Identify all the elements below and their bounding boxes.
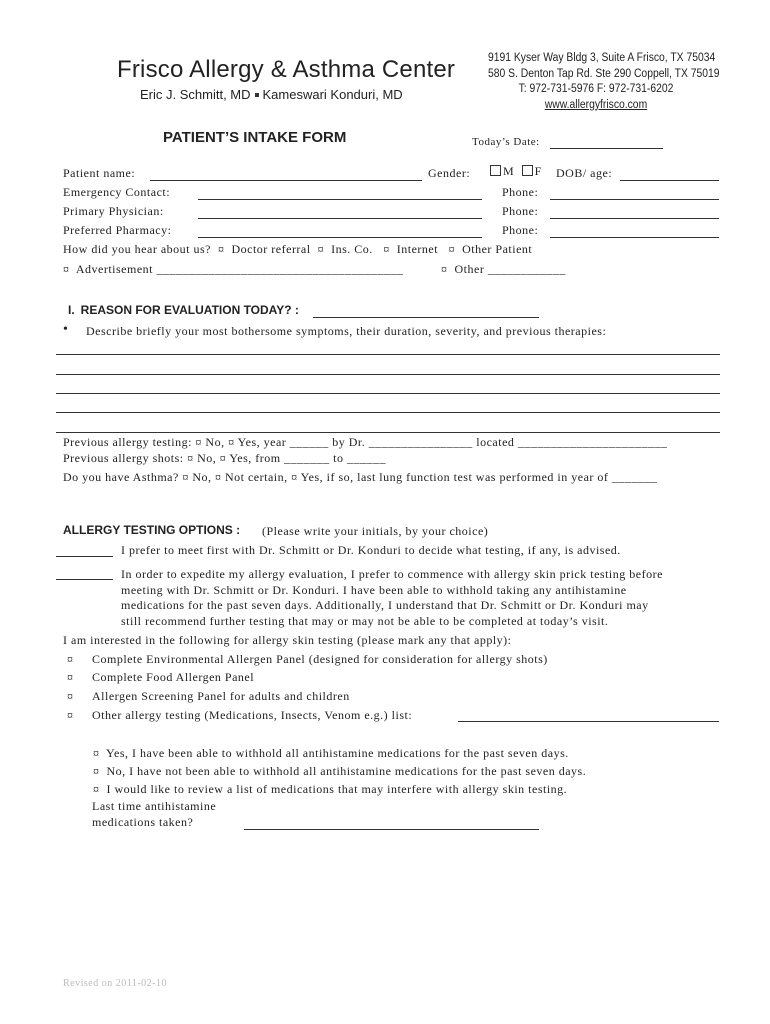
- referral-source-line[interactable]: How did you hear about us? ¤ Doctor referral ¤ Ins. Co. ¤ Internet ¤ Other Patient: [63, 242, 533, 256]
- pharmacy-label: Preferred Pharmacy:: [63, 223, 172, 237]
- bullet-icon: •: [63, 322, 69, 337]
- primary-physician-field[interactable]: [198, 218, 482, 219]
- physician-phone-label: Phone:: [502, 204, 539, 218]
- address-block: [488, 51, 720, 113]
- asthma-line[interactable]: Do you have Asthma? ¤ No, ¤ Not certain, ¤ Yes, if so, last lung function test was performed in year of _______: [63, 470, 658, 484]
- last-antihistamine-label-2: medications taken?: [92, 815, 194, 829]
- primary-physician-label: Primary Physician:: [63, 204, 164, 218]
- pharmacy-phone-field[interactable]: [550, 237, 719, 238]
- initials-field-2[interactable]: [56, 579, 113, 580]
- square-bullet-icon: [255, 93, 259, 97]
- doctor-2: Kameswari Konduri, MD: [262, 87, 403, 102]
- emergency-phone-field[interactable]: [550, 199, 719, 200]
- panel-other: Other allergy testing (Medications, Insects, Venom e.g.) list:: [92, 708, 413, 722]
- gender-f-checkbox[interactable]: [522, 165, 533, 176]
- antihistamine-yes[interactable]: ¤ Yes, I have been able to withhold all antihistamine medications for the past seven days.: [93, 746, 569, 760]
- panel-mark-1[interactable]: ¤: [67, 652, 74, 666]
- doctor-names: [140, 87, 403, 102]
- clinic-title: Frisco Allergy & Asthma Center: [117, 56, 456, 83]
- interested-prompt: I am interested in the following for allergy skin testing (please mark any that apply):: [63, 633, 512, 647]
- gender-f-label: F: [534, 164, 542, 178]
- patient-name-field[interactable]: [150, 180, 422, 181]
- option-expedite-1: In order to expedite my allergy evaluation, I prefer to commence with allergy skin prick testing before: [121, 567, 663, 581]
- testing-options-note: (Please write your initials, by your choice): [262, 524, 489, 538]
- panel-screening: Allergen Screening Panel for adults and children: [92, 689, 350, 703]
- other-source-option[interactable]: ¤ Other ____________: [441, 262, 566, 276]
- todays-date-label: Today’s Date:: [472, 136, 540, 148]
- revision-date: Revised on 2011-02-10: [63, 978, 168, 989]
- reason-field[interactable]: [313, 317, 539, 318]
- gender-options: [490, 164, 542, 179]
- contact-phone: T: 972-731-5976 F: 972-731-6202: [518, 83, 674, 95]
- option-expedite-4: still recommend further testing that may or may not be able to be completed at today’s visit.: [121, 614, 609, 628]
- previous-shots-line[interactable]: Previous allergy shots: ¤ No, ¤ Yes, from _______ to ______: [63, 451, 386, 465]
- gender-m-label: M: [503, 164, 515, 178]
- reason-heading-text: REASON FOR EVALUATION TODAY? :: [80, 303, 299, 317]
- gender-m-checkbox[interactable]: [490, 165, 501, 176]
- antihistamine-review[interactable]: ¤ I would like to review a list of medications that may interfere with allergy skin testing.: [93, 782, 568, 796]
- doctor-1: Eric J. Schmitt, MD: [140, 87, 251, 102]
- emergency-contact-field[interactable]: [198, 199, 482, 200]
- gender-label: Gender:: [428, 166, 471, 180]
- todays-date-field[interactable]: [550, 148, 663, 149]
- antihistamine-no[interactable]: ¤ No, I have not been able to withhold all antihistamine medications for the past seven days.: [93, 764, 587, 778]
- address-frisco: 9191 Kyser Way Bldg 3, Suite A Frisco, TX 75034: [488, 52, 716, 64]
- option-expedite-3: medications for the past seven days. Additionally, I understand that Dr. Schmitt or Dr. Konduri may: [121, 598, 649, 612]
- pharmacy-field[interactable]: [198, 237, 482, 238]
- symptoms-line-4[interactable]: [56, 412, 720, 413]
- address-coppell: 580 S. Denton Tap Rd. Ste 290 Coppell, TX 75019: [488, 67, 720, 80]
- symptoms-prompt: Describe briefly your most bothersome symptoms, their duration, severity, and previous therapies:: [86, 324, 607, 338]
- form-title: PATIENT’S INTAKE FORM: [163, 129, 347, 146]
- symptoms-line-1[interactable]: [56, 354, 720, 355]
- initials-field-1[interactable]: [56, 556, 113, 557]
- pharmacy-phone-label: Phone:: [502, 223, 539, 237]
- symptoms-line-5[interactable]: [56, 432, 720, 433]
- panel-environmental: Complete Environmental Allergen Panel (designed for consideration for allergy shots): [92, 652, 548, 666]
- option-meet-first: I prefer to meet first with Dr. Schmitt or Dr. Konduri to decide what testing, if any, is advised.: [121, 543, 621, 557]
- panel-food: Complete Food Allergen Panel: [92, 670, 255, 684]
- option-expedite-2: meeting with Dr. Schmitt or Dr. Konduri. I have been able to withhold taking any antihistamine: [121, 583, 627, 597]
- advertisement-option[interactable]: ¤ Advertisement ______________________________________: [63, 262, 404, 276]
- panel-mark-3[interactable]: ¤: [67, 689, 74, 703]
- patient-name-label: Patient name:: [63, 166, 136, 180]
- previous-testing-line[interactable]: Previous allergy testing: ¤ No, ¤ Yes, year ______ by Dr. ________________ located _______________________: [63, 435, 668, 449]
- physician-phone-field[interactable]: [550, 218, 719, 219]
- testing-options-heading: ALLERGY TESTING OPTIONS :: [63, 523, 241, 537]
- reason-heading: [68, 303, 299, 317]
- dob-label: DOB/ age:: [556, 166, 613, 180]
- emergency-phone-label: Phone:: [502, 185, 539, 199]
- last-antihistamine-label-1: Last time antihistamine: [92, 799, 217, 813]
- panel-mark-4[interactable]: ¤: [67, 708, 74, 722]
- section-numeral: I.: [68, 303, 75, 317]
- panel-mark-2[interactable]: ¤: [67, 670, 74, 684]
- website-link[interactable]: www.allergyfrisco.com: [544, 98, 648, 111]
- symptoms-line-3[interactable]: [56, 393, 720, 394]
- last-antihistamine-field[interactable]: [244, 829, 539, 830]
- emergency-contact-label: Emergency Contact:: [63, 185, 171, 199]
- other-testing-field[interactable]: [458, 721, 719, 722]
- symptoms-line-2[interactable]: [56, 374, 720, 375]
- dob-field[interactable]: [620, 180, 719, 181]
